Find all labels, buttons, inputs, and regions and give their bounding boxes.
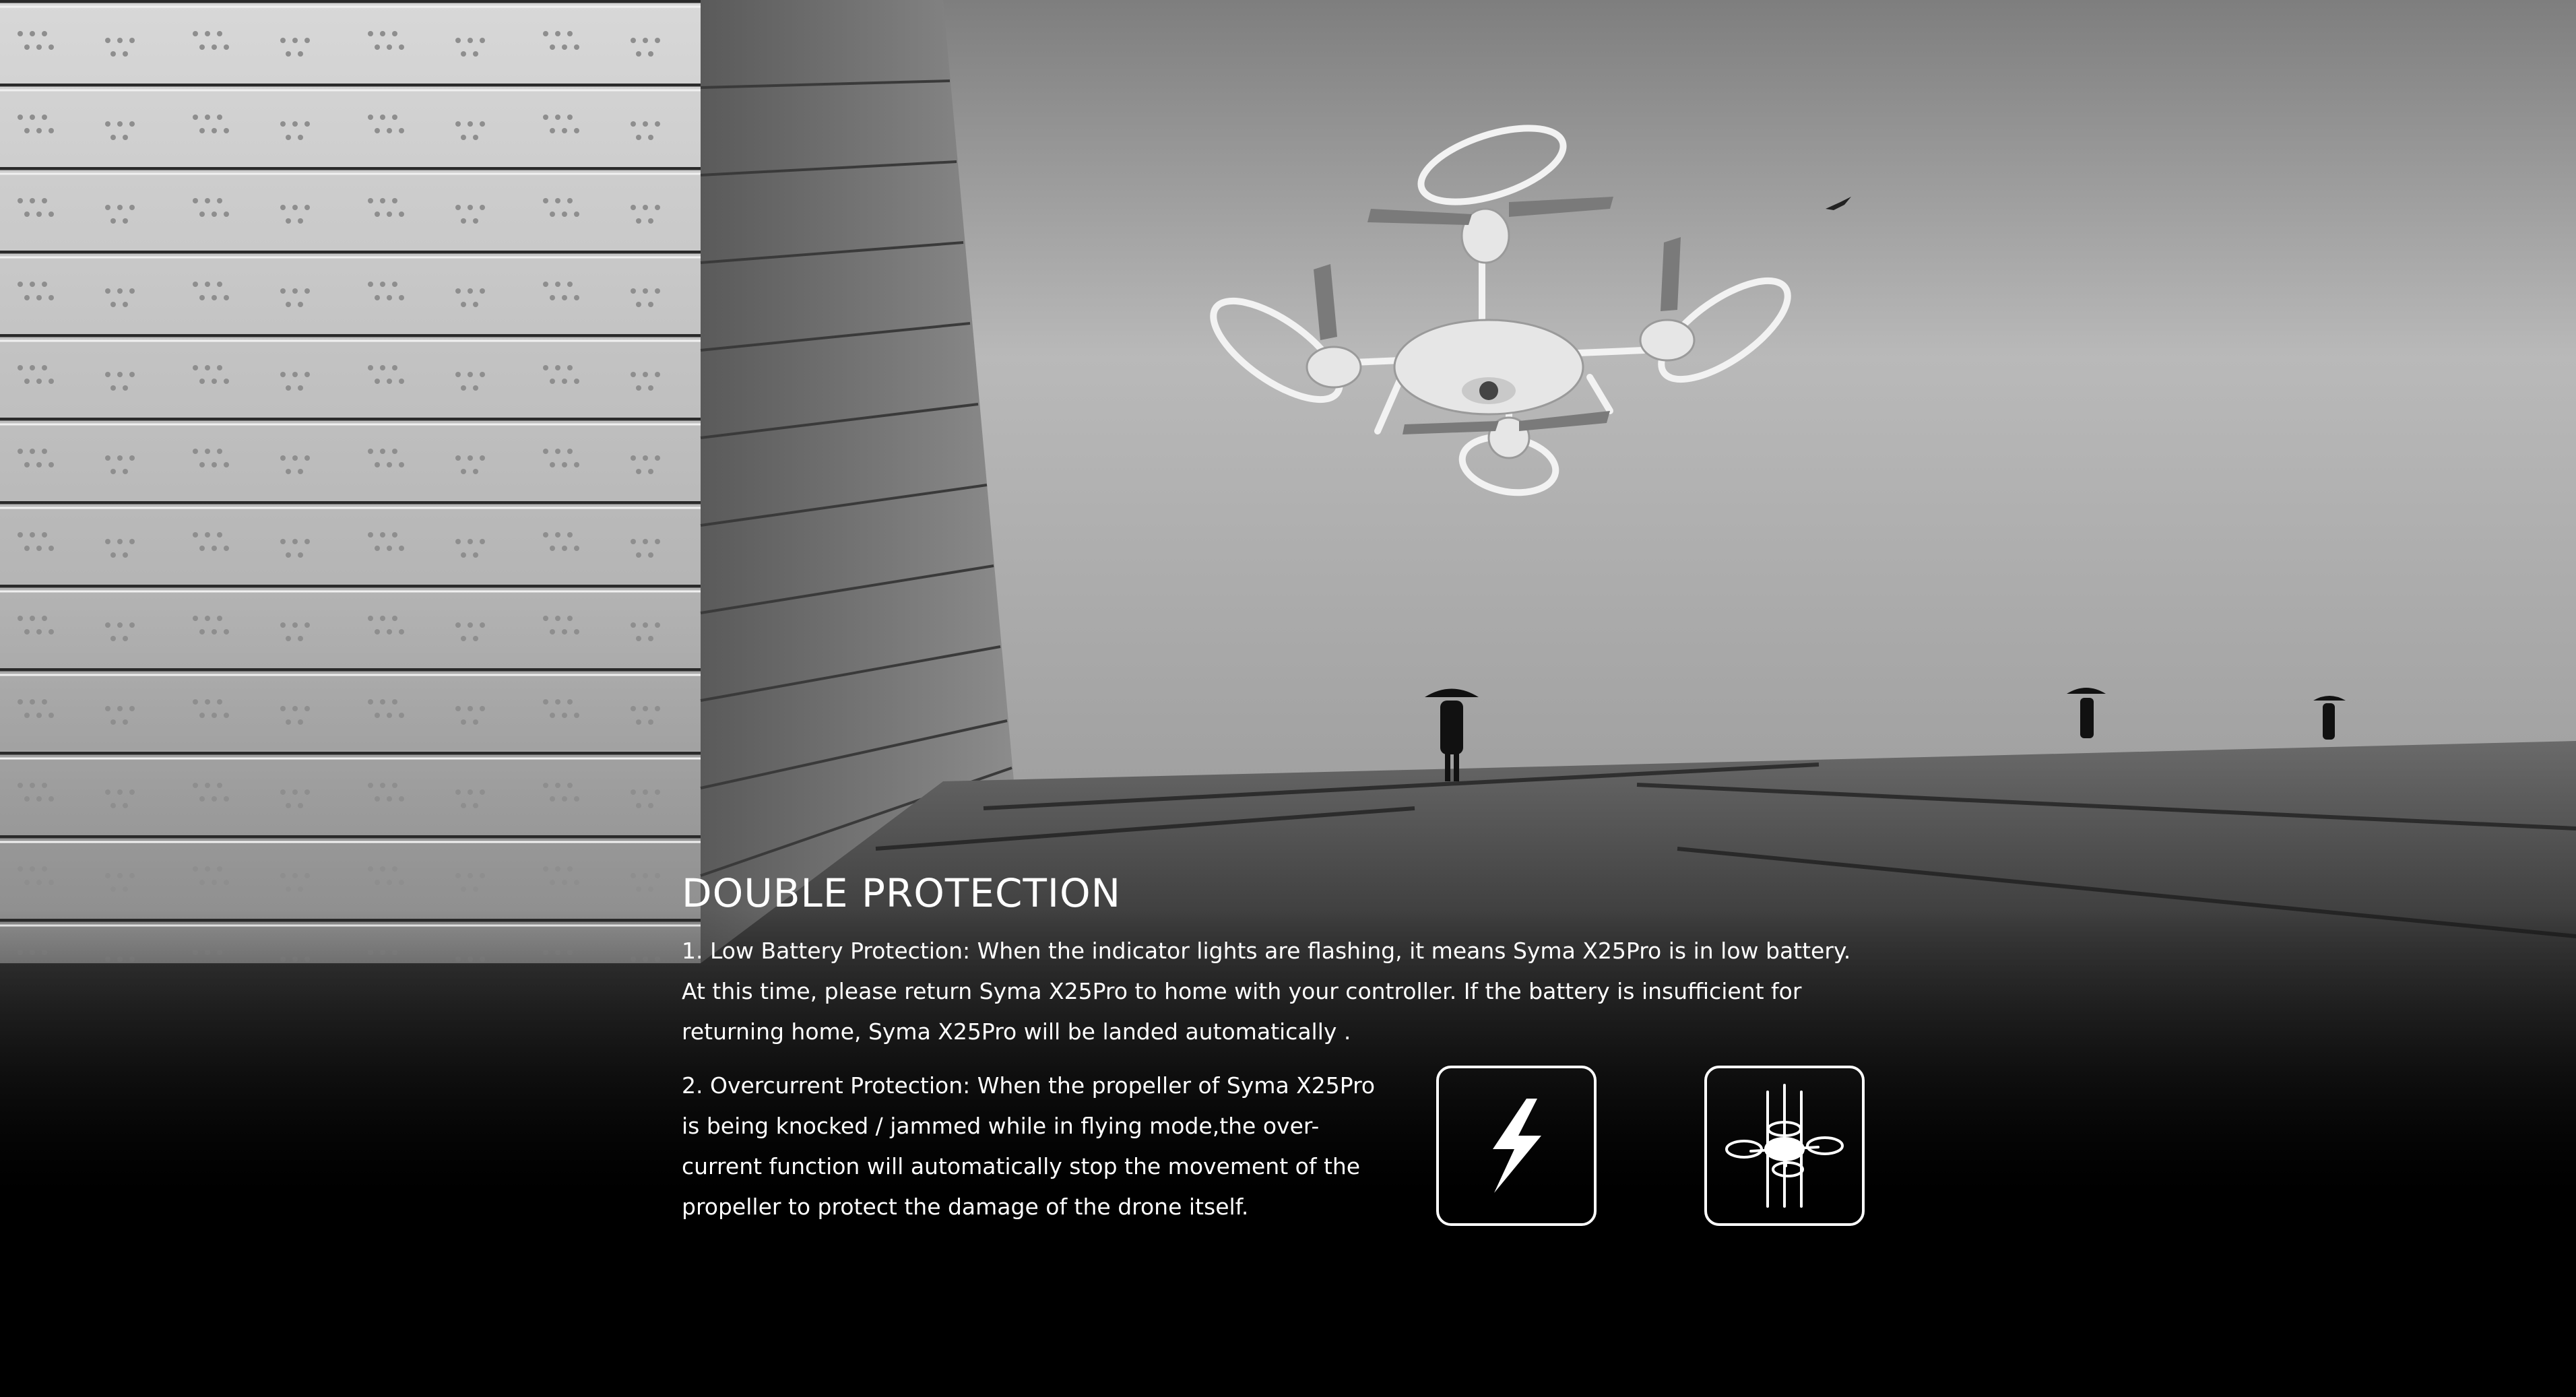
overcurrent-row: [682, 1066, 1867, 1227]
propeller-guard-icon: [1704, 1066, 1865, 1226]
overcurrent-protection-text: 2. Overcurrent Protection: When the propeller of Syma X25Pro is being knocked / jammed while in flying mode,the over-current function will automatically stop the movement of the propeller to protect the damage of the drone itself.: [682, 1072, 1376, 1220]
lightning-bolt-icon: [1436, 1066, 1597, 1226]
low-battery-protection-text: 1. Low Battery Protection: When the indicator lights are flashing, it means Syma X25Pro is in low battery. At this time, please return Syma X25Pro to home with your controller. If the battery is insufficient for returning home, Syma X25Pro will be landed automatically .: [682, 938, 1851, 1045]
double-protection-section: [682, 869, 1867, 1227]
section-title: DOUBLE PROTECTION: [682, 870, 1122, 916]
